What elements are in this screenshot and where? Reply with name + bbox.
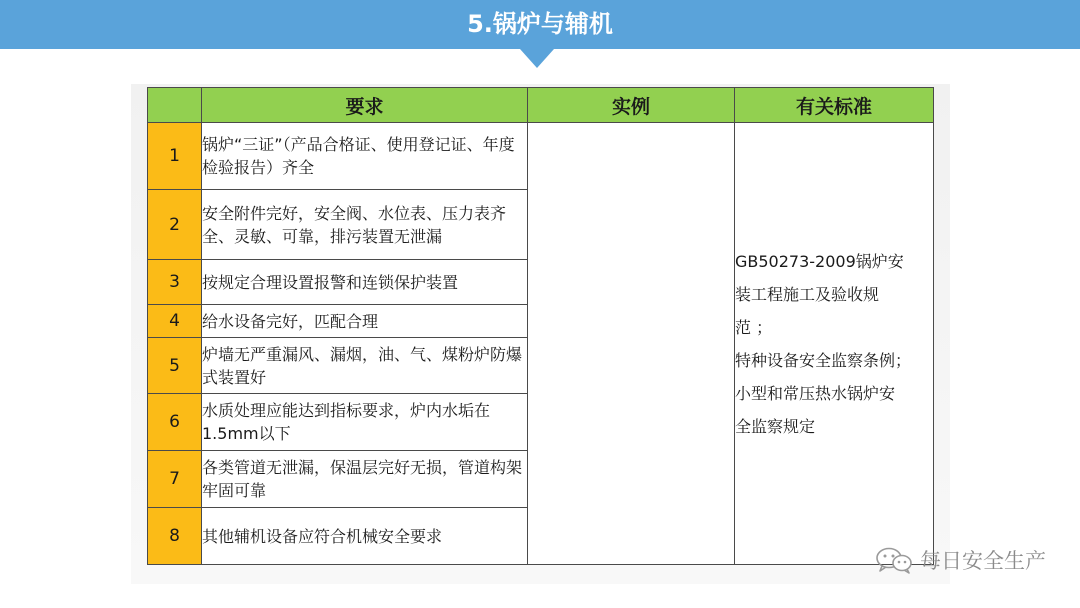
row-index: 4 [148, 305, 202, 338]
header-example: 实例 [528, 88, 735, 123]
row-index: 6 [148, 394, 202, 451]
row-index: 8 [148, 508, 202, 565]
header-requirement: 要求 [202, 88, 528, 123]
row-index: 7 [148, 451, 202, 508]
row-requirement: 各类管道无泄漏，保温层完好无损，管道构架牢固可靠 [202, 451, 528, 508]
table-header-row [148, 88, 934, 123]
row-index: 1 [148, 123, 202, 190]
row-requirement: 水质处理应能达到指标要求，炉内水垢在1.5mm以下 [202, 394, 528, 451]
row-requirement: 锅炉“三证”（产品合格证、使用登记证、年度检验报告）齐全 [202, 123, 528, 190]
row-requirement: 安全附件完好，安全阀、水位表、压力表齐全、灵敏、可靠，排污装置无泄漏 [202, 190, 528, 260]
header-standard: 有关标准 [735, 88, 934, 123]
row-index: 3 [148, 260, 202, 305]
row-index: 5 [148, 338, 202, 394]
requirements-table [147, 87, 934, 565]
header-index [148, 88, 202, 123]
wechat-icon [874, 546, 914, 574]
standard-cell: GB50273-2009锅炉安 装工程施工及验收规 范 ； 特种设备安全监察条例； 小型和常压热水锅炉安 全监察规定 [735, 123, 934, 565]
row-index: 2 [148, 190, 202, 260]
banner-arrow [520, 49, 554, 68]
row-requirement: 其他辅机设备应符合机械安全要求 [202, 508, 528, 565]
row-requirement: 炉墙无严重漏风、漏烟，油、气、煤粉炉防爆式装置好 [202, 338, 528, 394]
row-requirement: 给水设备完好，匹配合理 [202, 305, 528, 338]
watermark [874, 545, 1046, 575]
watermark-text: 每日安全生产 [920, 549, 1046, 573]
row-requirement: 按规定合理设置报警和连锁保护装置 [202, 260, 528, 305]
example-cell [528, 123, 735, 565]
page-title: 5.锅炉与辅机 [467, 10, 613, 38]
table-row [148, 123, 934, 190]
